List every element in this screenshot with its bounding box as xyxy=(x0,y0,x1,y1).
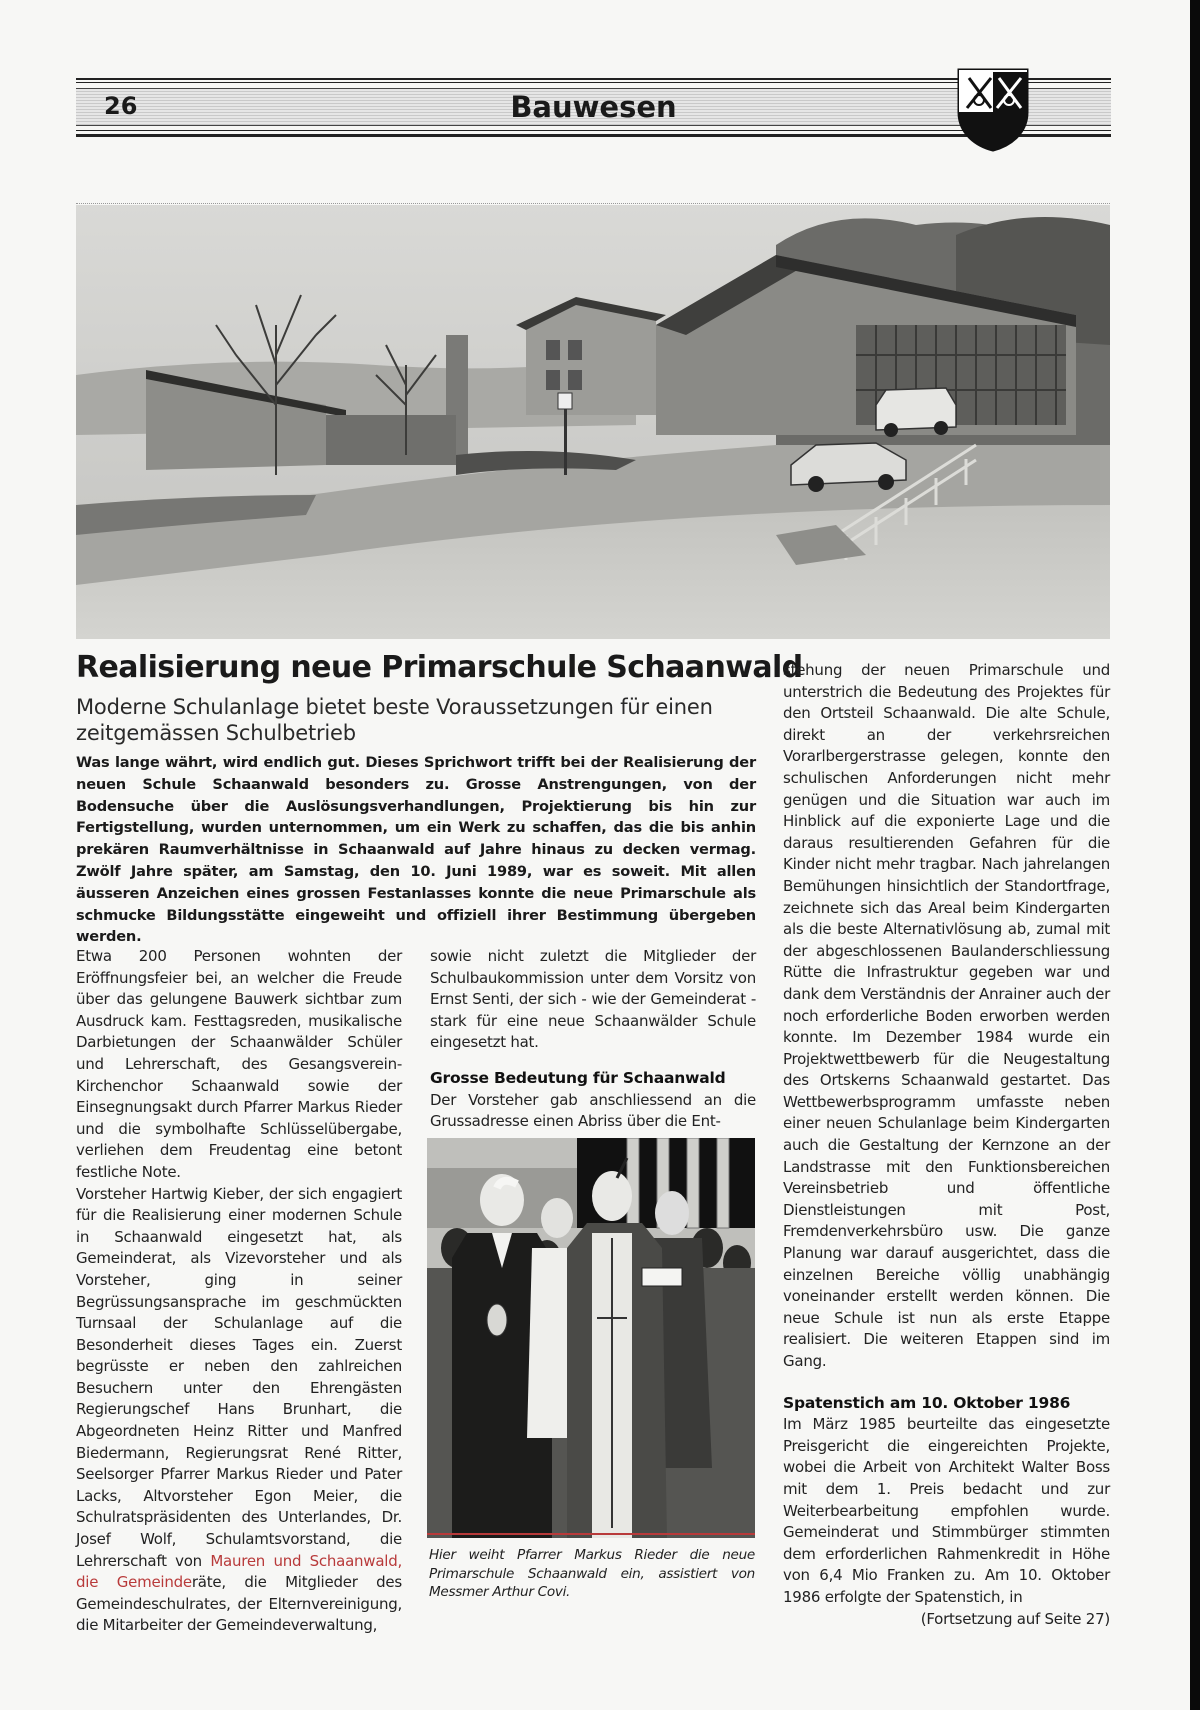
article-subtitle: Moderne Schulanlage bietet beste Voraussetzungen für einen zeitgemässen Schulbetrieb xyxy=(76,695,713,745)
column-middle xyxy=(430,946,756,1133)
paragraph xyxy=(76,1184,402,1637)
header-rule-top-thin xyxy=(76,82,1111,83)
column-right xyxy=(783,660,1110,1630)
article-lead: Was lange währt, wird endlich gut. Dieses Sprichwort trifft bei der Realisierung der neuen Schule Schaanwald besonders zu. Grosse Anstrengungen, von der Bodensuche über die Auslösungsverhandlungen, Projektierung bis hin zur Fertigstellung, wurden unternommen, um ein Werk zu schaffen, das die bis anhin prekären Raumverhältnisse in Schaanwald auf Jahre hinaus zu decken vermag. Zwölf Jahre später, am Samstag, den 10. Juni 1989, war es soweit. Mit allen äusseren Anzeichen eines grossen Festanlasses konnte die neue Primarschule als schmucke Bildungsstätte eingeweiht und offiziell ihrer Bestimmung übergeben werden. xyxy=(76,754,756,946)
header-rule-bottom xyxy=(76,134,1111,137)
continued-note: (Fortsetzung auf Seite 27) xyxy=(920,1609,1110,1628)
crest-icon xyxy=(957,68,1029,152)
subheading: Grosse Bedeutung für Schaanwald xyxy=(430,1068,726,1087)
header-rule-bottom-thin xyxy=(76,130,1111,131)
paragraph: sowie nicht zuletzt die Mitglieder der Schulbaukommission unter dem Vorsitz von Ernst Senti, der sich - wie der Gemeinderat - stark für eine neue Schaanwälder Schule eingesetzt hat. xyxy=(430,947,756,1052)
ceremony-photo xyxy=(427,1138,755,1538)
photo-caption: Hier weiht Pfarrer Markus Rieder die neue Primarschule Schaanwald ein, assistiert von Messmer Arthur Covi. xyxy=(429,1547,755,1600)
paragraph: stehung der neuen Primarschule und unterstrich die Bedeutung des Projektes für den Ortsteil Schaanwald. Die alte Schule, direkt an der verkehrsreichen Vorarlbergerstrasse gelegen, konnte den schulischen Anforderungen nicht mehr genügen und die Situation war auch im Hinblick auf die exponierte Lage und die daraus resultierenden Gefahren für die Kinder nicht mehr tragbar. Nach jahrelangen Bemühungen hinsichtlich der Standortfrage, zeichnete sich das Areal beim Kindergarten als die beste Alternativlösung ab, zumal mit der abgeschlossenen Baulanderschliessung Rütte die Infrastruktur gegeben war und dank dem Verständnis der Anrainer auch der noch erforderliche Boden erworben werden konnte. Im Dezember 1984 wurde ein Projektwettbewerb für die Neugestaltung des Ortskerns Schaanwald gestartet. Das Wettbewerbsprogramm umfasste neben einer neuen Schulanlage beim Kindergarten auch die Gestaltung der Kernzone an der Landstrasse mit den Funktionsbereichen Vereinsbetrieb und öffentliche Dienstleistungen mit Post, Fremdenverkehrsbüro usw. Die ganze Planung war darauf ausgerichtet, dass die einzelnen Bereiche völlig unabhängig voneinander erstellt werden können. Die neue Schule ist nun als erste Etappe realisiert. Die weiteren Etappen sind im Gang. xyxy=(783,661,1110,1370)
header-rule-top xyxy=(76,78,1111,80)
page-header xyxy=(76,78,1111,144)
dotted-rule xyxy=(76,203,1110,204)
page-number: 26 xyxy=(104,92,138,120)
paragraph: Im März 1985 beurteilte das eingesetzte Preisgericht die eingereichten Projekte, wobei die Arbeit von Architekt Walter Boss mit dem 1. Preis bedacht und zur Weiterbearbeitung empfohlen wurde. Gemeinderat und Stimmbürger stimmten dem erforderlichen Rahmenkredit in Höhe von 6,4 Mio Franken zu. Am 10. Oktober 1986 erfolgte der Spatenstich, in xyxy=(783,1415,1110,1606)
highlighted-text: Mauren und Schaanwald, die Gemeinde xyxy=(76,1551,402,1592)
school-photo xyxy=(76,205,1110,639)
article-title: Realisierung neue Primarschule Schaanwald xyxy=(76,650,803,685)
paragraph: Etwa 200 Personen wohnten der Eröffnungsfeier bei, an welcher die Freude über das gelungene Bauwerk sichtbar zum Ausdruck kam. Festtagsreden, musikalische Darbietungen der Schaanwälder Schüler und Lehrerschaft, des Gesangsverein-Kirchenchor Schaanwald sowie der Einsegnungsakt durch Pfarrer Markus Rieder und die symbolhafte Schlüsselübergabe, verliehen dem Freudentag eine betont festliche Note. xyxy=(76,947,402,1181)
paragraph-text: räte, die Mitglieder des Gemeindeschulrates, der Elternvereinigung, die Mitarbeiter der Gemeindeverwaltung, xyxy=(76,1573,402,1635)
section-title: Bauwesen xyxy=(510,90,677,124)
paragraph: Der Vorsteher gab anschliessend an die Grussadresse einen Abriss über die Ent- xyxy=(430,1090,756,1131)
subheading: Spatenstich am 10. Oktober 1986 xyxy=(783,1393,1071,1412)
column-left xyxy=(76,946,402,1637)
paragraph-text: Vorsteher Hartwig Kieber, der sich engagiert für die Realisierung einer modernen Schule in Schaanwald eingesetzt hat, als Gemeinderat, als Vizevorsteher und als Vorsteher, ging in seiner Begrüssungsansprache im geschmückten Turnsaal der Schulanlage auf die Besonderheit dieses Tages ein. Zuerst begrüsste er neben den zahlreichen Besuchern unter den Ehrengästen Regierungschef Hans Brunhart, die Abgeordneten Heinz Ritter und Manfred Biedermann, Regierungsrat René Ritter, Seelsorger Pfarrer Markus Rieder und Pater Lacks, Altvorsteher Egon Meier, die Schulratspräsidenten des Unterlandes, Dr. Josef Wolf, Schulamtsvorstand, die Lehrerschaft von xyxy=(76,1184,402,1570)
